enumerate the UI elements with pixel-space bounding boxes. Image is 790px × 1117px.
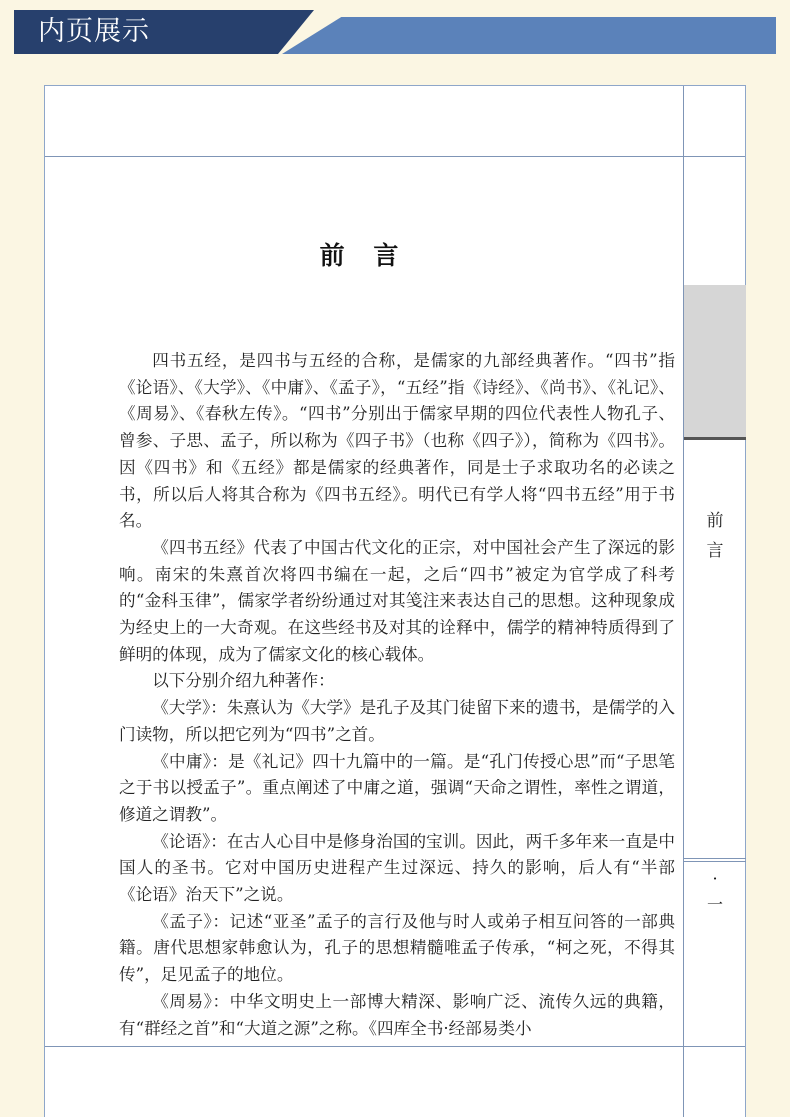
banner-light-stripe bbox=[282, 17, 776, 54]
book-page bbox=[44, 85, 746, 1117]
page-number-dot: · bbox=[712, 869, 718, 888]
header-rule bbox=[45, 156, 745, 157]
paragraph: 《孟子》：记述“亚圣”孟子的言行及他与时人或弟子相互问答的一部典籍。唐代思想家韩愈认为，孔子的思想精髓唯孟子传承，“柯之死，不得其传”，足见孟子的地位。 bbox=[119, 911, 675, 985]
footer-rule bbox=[45, 1046, 745, 1047]
section-tab-marker bbox=[684, 285, 746, 440]
paragraph: 《四书五经》代表了中国古代文化的正宗，对中国社会产生了深远的影响。南宋的朱熹首次将四书编在一起，之后“四书”被定为官学成了科考的“金科玉律”，儒家学者纷纷通过对其笺注来表达自己的思想。这种现象成为经史上的一大奇观。在这些经书及对其的诠释中，儒学的精神特质得到了鲜明的体现，成为了儒家文化的核心载体。 bbox=[119, 537, 675, 664]
page-number bbox=[684, 866, 746, 918]
section-banner bbox=[14, 10, 776, 54]
paragraph: 《中庸》：是《礼记》四十九篇中的一篇。是“孔门传授心思”而“子思笔之于书以授孟子”。重点阐述了中庸之道，强调“天命之谓性，率性之谓道，修道之谓教”。 bbox=[119, 751, 675, 824]
paragraph: 四书五经，是四书与五经的合称，是儒家的九部经典著作。“四书”指《论语》、《大学》、《中庸》、《孟子》，“五经”指《诗经》、《尚书》、《礼记》、《周易》、《春秋左传》。“四书”分别出于儒家早期的四位代表性人物孔子、曾参、子思、孟子，所以称为《四子书》（也称《四子》），简称为《四书》。因《四书》和《五经》都是儒家的经典著作，同是士子求取功名的必读之书，所以后人将其合称为《四书五经》。明代已有学人将“四书五经”用于书名。 bbox=[119, 351, 675, 531]
paragraph: 《周易》：中华文明史上一部博大精深、影响广泛、流传久远的典籍，有“群经之首”和“大道之源”之称。《四库全书·经部易类小 bbox=[119, 991, 675, 1038]
paragraph: 《大学》：朱熹认为《大学》是孔子及其门徒留下来的遗书，是儒学的入门读物，所以把它列为“四书”之首。 bbox=[119, 698, 675, 744]
side-label-char-1: 前 bbox=[706, 511, 724, 531]
page-number-dash: 一 bbox=[706, 895, 723, 914]
side-label-char-2: 言 bbox=[706, 541, 724, 561]
body-text bbox=[119, 348, 675, 1042]
page-number-rules bbox=[684, 858, 746, 860]
paragraph: 《论语》：在古人心目中是修身治国的宝训。因此，两千多年来一直是中国人的圣书。它对中国历史进程产生过深远、持久的影响，后人有“半部《论语》治天下”之说。 bbox=[119, 831, 675, 905]
banner-title: 内页展示 bbox=[38, 16, 150, 47]
side-section-label bbox=[684, 506, 746, 566]
paragraph: 以下分别介绍九种著作： bbox=[152, 671, 335, 691]
margin-rule bbox=[683, 86, 684, 1117]
page-heading: 前 言 bbox=[319, 241, 409, 270]
